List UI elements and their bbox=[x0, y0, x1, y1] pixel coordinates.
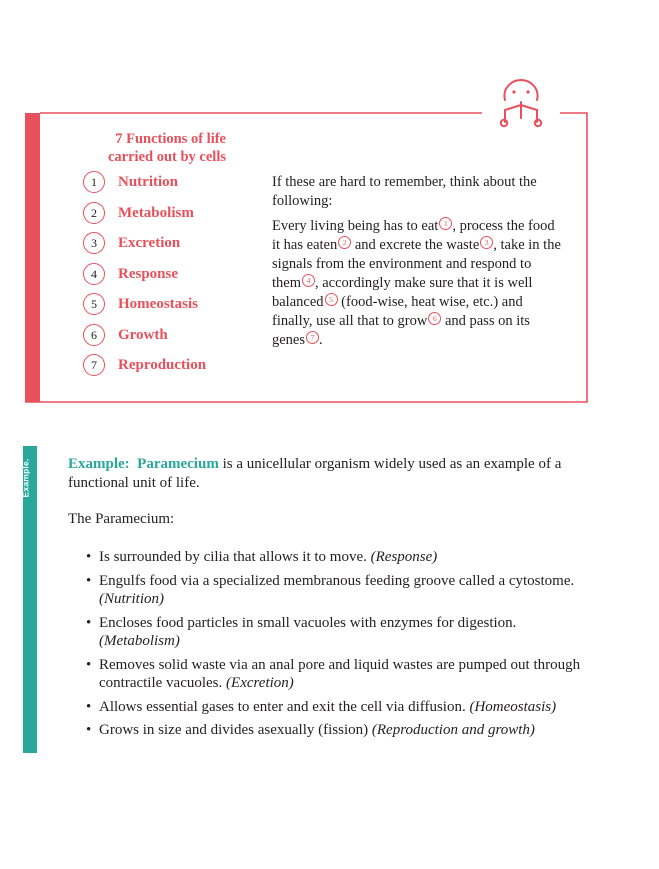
list-item-text: Grows in size and divides asexually (fission) bbox=[99, 722, 372, 738]
function-label: Nutrition bbox=[118, 173, 178, 190]
function-item-growth bbox=[83, 321, 168, 349]
hint-part: and pass on its genes bbox=[272, 313, 530, 348]
list-item bbox=[86, 721, 586, 740]
example-heading: The Paramecium: bbox=[68, 511, 175, 527]
hint-part: (food-wise, heat wise, etc.) and finally, use all that to grow bbox=[272, 294, 523, 329]
function-item-nutrition bbox=[83, 168, 178, 196]
function-label: Metabolism bbox=[118, 204, 194, 221]
list-item-text: Removes solid waste via an anal pore and liquid wastes are pumped out through contractile vacuoles. bbox=[99, 656, 581, 691]
hint-part: Every living being has to eat bbox=[272, 218, 439, 234]
marker-7: 7 bbox=[306, 331, 319, 344]
marker-2: 2 bbox=[338, 236, 351, 249]
function-item-metabolism bbox=[83, 199, 194, 227]
list-item-note: (Nutrition) bbox=[99, 591, 165, 607]
example-lead: Example: bbox=[68, 456, 130, 472]
function-number-badge: 4 bbox=[83, 263, 105, 285]
function-label: Growth bbox=[118, 326, 168, 343]
function-number-badge: 3 bbox=[83, 232, 105, 254]
list-item-text: Is surrounded by cilia that allows it to move. bbox=[99, 549, 371, 565]
hint-part: and excrete the waste bbox=[351, 237, 480, 253]
reading-person-icon bbox=[501, 80, 541, 126]
list-item bbox=[86, 614, 586, 651]
function-number-badge: 7 bbox=[83, 354, 105, 376]
example-side-tab bbox=[20, 446, 37, 753]
function-item-reproduction bbox=[83, 351, 206, 379]
function-label: Response bbox=[118, 265, 179, 282]
marker-1: 1 bbox=[439, 217, 452, 230]
memory-hint bbox=[272, 173, 562, 350]
list-item-text: Encloses food particles in small vacuoles with enzymes for digestion. bbox=[99, 614, 517, 631]
box-left-bar bbox=[25, 113, 40, 402]
function-number-badge: 2 bbox=[83, 202, 105, 224]
function-label: Homeostasis bbox=[118, 295, 198, 312]
functions-box-title: 7 Functions of life carried out by cells bbox=[108, 131, 226, 165]
function-number-badge: 1 bbox=[83, 171, 105, 193]
function-number-badge: 5 bbox=[83, 293, 105, 315]
hint-part: . bbox=[319, 332, 323, 348]
function-item-response bbox=[83, 260, 178, 288]
marker-5: 5 bbox=[325, 293, 338, 306]
example-intro-text: is a unicellular organism widely used as an example of a functional unit of life. bbox=[68, 456, 562, 491]
list-item bbox=[86, 572, 586, 609]
example-intro bbox=[68, 455, 598, 493]
hint-mnemonic bbox=[272, 217, 562, 350]
hint-intro: If these are hard to remember, think about the following: bbox=[272, 174, 537, 209]
list-item bbox=[86, 656, 586, 693]
hint-part: , accordingly make sure that it is well balanced bbox=[272, 275, 533, 310]
example-organism: Paramecium bbox=[137, 456, 219, 472]
function-label: Reproduction bbox=[118, 356, 207, 373]
function-number-badge: 6 bbox=[83, 324, 105, 346]
example-tab-label: Example. bbox=[20, 458, 31, 498]
function-item-homeostasis bbox=[83, 290, 198, 318]
list-item-note: (Homeostasis) bbox=[469, 698, 557, 715]
list-item-text: Allows essential gases to enter and exit the cell via diffusion. bbox=[99, 698, 470, 715]
list-item-text: Engulfs food via a specialized membranous feeding groove called a cytostome. bbox=[99, 572, 575, 589]
function-label: Excretion bbox=[118, 234, 181, 251]
marker-3: 3 bbox=[480, 236, 493, 249]
hint-part: , take in the signals from the environment and respond to them bbox=[272, 237, 561, 291]
marker-4: 4 bbox=[302, 274, 315, 287]
hint-part: , process the food it has eaten bbox=[272, 218, 555, 253]
paramecium-list bbox=[86, 548, 586, 745]
list-item-note: (Metabolism) bbox=[99, 633, 180, 649]
list-item-note: (Response) bbox=[370, 549, 438, 565]
list-item-note: (Reproduction and growth) bbox=[371, 722, 535, 738]
list-item-note: (Excretion) bbox=[226, 675, 294, 691]
function-item-excretion bbox=[83, 229, 180, 257]
list-item bbox=[86, 698, 586, 717]
marker-6: 6 bbox=[428, 312, 441, 325]
list-item bbox=[86, 548, 586, 567]
